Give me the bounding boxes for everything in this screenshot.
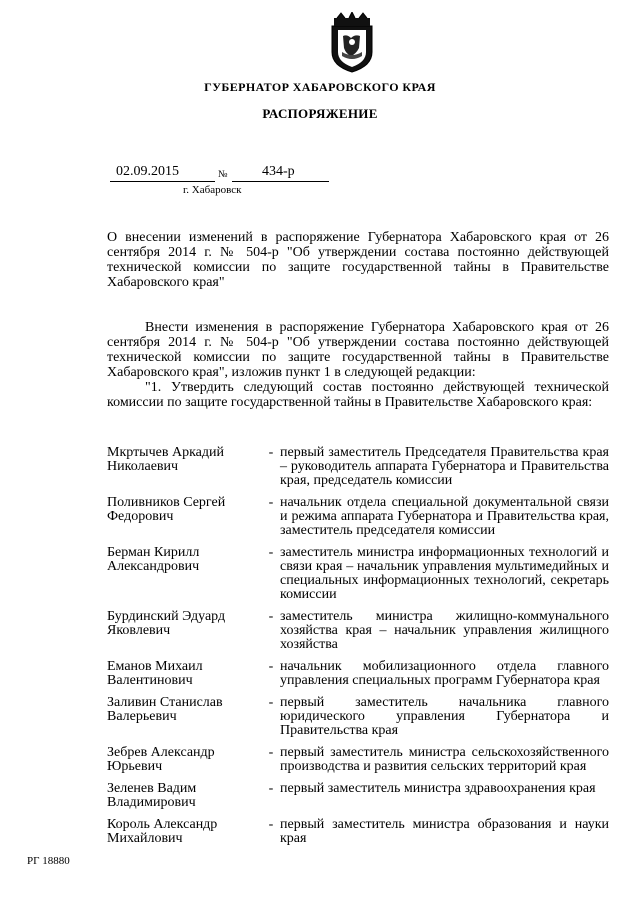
member-role: заместитель министра информационных технологий и связи края – начальник управления мультимедийных и специальных информационных технологий, секретарь комиссии: [280, 545, 609, 602]
member-role: заместитель министра жилищно-коммунального хозяйства края – начальник управления жилищного хозяйства: [280, 609, 609, 652]
member-role: начальник отдела специальной документальной связи и режима аппарата Губернатора и Правительства края, заместитель председателя комиссии: [280, 495, 609, 538]
body-paragraph: Внести изменения в распоряжение Губернатора Хабаровского края от 26 сентября 2014 г. № 504-р "Об утверждении состава постоянно действующей технической комиссии по защите государственной тайны в Правительстве Хабаровского края", изложив пункт 1 в следующей редакции:: [107, 320, 609, 380]
member-name: Зеленев Вадим Владимирович: [107, 781, 197, 810]
member-name: Заливин Станислав Валерьевич: [107, 695, 223, 724]
document-body: [107, 320, 609, 410]
member-role: первый заместитель министра сельскохозяйственного производства и развития сельских территорий края: [280, 745, 609, 774]
member-row: [107, 782, 609, 810]
member-name: Поливников Сергей Федорович: [107, 495, 226, 524]
member-role: первый заместитель Председателя Правительства края – руководитель аппарата Губернатора и Правительства края, председатель комиссии: [280, 445, 609, 488]
member-row: [107, 446, 609, 488]
commission-member-list: [107, 446, 609, 854]
member-separator: -: [268, 495, 274, 510]
date-underline: [110, 181, 215, 182]
issue-city: г. Хабаровск: [183, 184, 242, 196]
issuing-authority: ГУБЕРНАТОР ХАБАРОВСКОГО КРАЯ: [204, 80, 436, 94]
document-subject: О внесении изменений в распоряжение Губернатора Хабаровского края от 26 сентября 2014 г. № 504-р "Об утверждении состава постоянно действующей технической комиссии по защите государственной тайны в Правительстве Хабаровского края": [107, 230, 609, 290]
member-separator: -: [268, 817, 274, 832]
member-row: [107, 496, 609, 538]
number-sign: №: [218, 169, 228, 180]
member-name: Берман Кирилл Александрович: [107, 545, 200, 574]
member-separator: -: [268, 781, 274, 796]
member-row: [107, 746, 609, 774]
member-separator: -: [268, 609, 274, 624]
member-role: первый заместитель начальника главного юридического управления Губернатора и Правительства края: [280, 695, 609, 738]
member-role: первый заместитель министра здравоохранения края: [280, 781, 596, 796]
member-name: Еманов Михаил Валентинович: [107, 659, 203, 688]
member-row: [107, 696, 609, 738]
member-separator: -: [268, 545, 274, 560]
document-date: 02.09.2015: [116, 164, 179, 179]
member-name: Король Александр Михайлович: [107, 817, 218, 846]
member-role: начальник мобилизационного отдела главного управления специальных программ Губернатора края: [280, 659, 609, 688]
member-role: первый заместитель министра образования и науки края: [280, 817, 609, 846]
body-paragraph: "1. Утвердить следующий состав постоянно действующей технической комиссии по защите государственной тайны в Правительстве Хабаровского края:: [107, 380, 609, 410]
member-row: [107, 818, 609, 846]
member-row: [107, 610, 609, 652]
member-row: [107, 660, 609, 688]
member-separator: -: [268, 659, 274, 674]
member-separator: -: [268, 695, 274, 710]
document-number: 434-р: [262, 164, 295, 179]
member-row: [107, 546, 609, 602]
member-separator: -: [268, 745, 274, 760]
member-name: Мкртычев Аркадий Николаевич: [107, 445, 224, 474]
document-type: РАСПОРЯЖЕНИЕ: [262, 106, 378, 121]
member-separator: -: [268, 445, 274, 460]
member-name: Бурдинский Эдуард Яковлевич: [107, 609, 226, 638]
coat-of-arms-emblem: [329, 12, 375, 74]
number-underline: [232, 181, 329, 182]
member-name: Зебрев Александр Юрьевич: [107, 745, 215, 774]
document-code: РГ 18880: [27, 855, 70, 867]
